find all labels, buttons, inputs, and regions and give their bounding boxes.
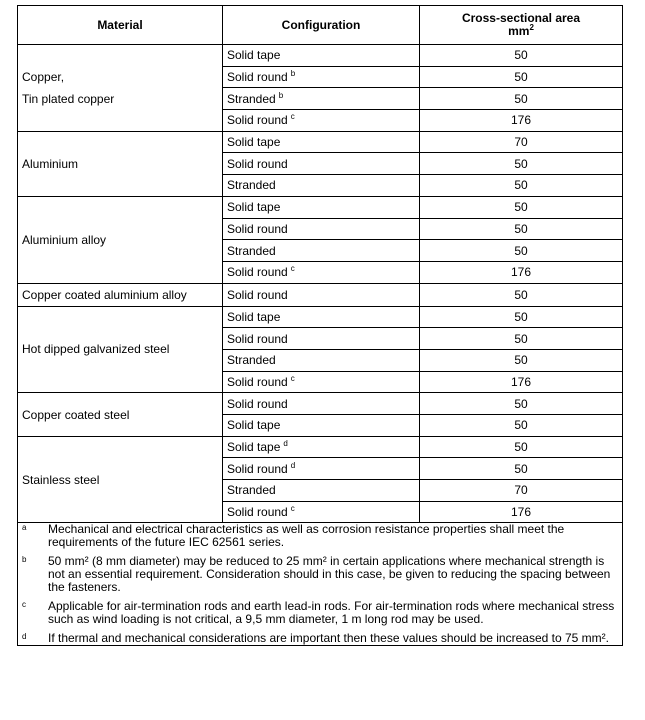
- footnote-ref: b: [278, 90, 284, 100]
- configuration-cell: [223, 501, 420, 523]
- configuration-cell: [223, 415, 420, 437]
- configuration-label: Stranded: [227, 91, 276, 106]
- area-value: 50: [420, 328, 623, 350]
- material-name: Aluminium: [22, 156, 79, 171]
- configuration-label: Solid tape: [227, 200, 281, 215]
- material-name: Aluminium alloy: [22, 232, 107, 247]
- configuration-label: Solid round: [227, 265, 288, 280]
- area-value: 50: [420, 240, 623, 262]
- configuration-label: Solid round: [227, 374, 288, 389]
- footnote-text: Mechanical and electrical characteristics as well as corrosion resistance properties shall meet the requirements of the future IEC 62561 series.: [48, 522, 565, 550]
- area-value: 176: [420, 110, 623, 132]
- table-row: [18, 393, 623, 415]
- configuration-cell: [223, 283, 420, 306]
- configuration-label: Solid round: [227, 113, 288, 128]
- area-value: 50: [420, 153, 623, 175]
- configuration-label: Stranded: [227, 243, 276, 258]
- material-name: Copper coated steel: [22, 407, 130, 422]
- configuration-cell: [223, 196, 420, 218]
- configuration-label: Stranded: [227, 483, 276, 498]
- configuration-cell: [223, 328, 420, 350]
- configuration-cell: [223, 88, 420, 110]
- configuration-cell: [223, 306, 420, 328]
- configuration-cell: [223, 66, 420, 88]
- table-row: [18, 436, 623, 458]
- area-value: 70: [420, 480, 623, 502]
- footnote: [22, 555, 618, 594]
- configuration-label: Solid round: [227, 396, 288, 411]
- footnote-ref: c: [290, 112, 295, 122]
- material-cell: [18, 436, 223, 523]
- footnote-ref: d: [283, 439, 288, 449]
- configuration-label: Solid tape: [227, 48, 281, 63]
- configuration-label: Solid round: [227, 461, 288, 476]
- footnotes-cell: [18, 523, 623, 646]
- area-value: 50: [420, 306, 623, 328]
- footnote-ref: d: [290, 460, 296, 470]
- configuration-cell: [223, 45, 420, 67]
- footnote: [22, 632, 618, 645]
- configuration-label: Solid round: [227, 505, 288, 520]
- material-cell: [18, 283, 223, 306]
- configuration-label: Solid round: [227, 221, 288, 236]
- footnote-letter: c: [22, 600, 26, 610]
- area-value: 50: [420, 45, 623, 67]
- material-cell: [18, 196, 223, 283]
- configuration-label: Solid round: [227, 331, 288, 346]
- table-row: [18, 306, 623, 328]
- material-name: Copper coated aluminium alloy: [22, 287, 187, 302]
- footnote-text: 50 mm² (8 mm diameter) may be reduced to 25 mm² in certain applications where mechanical strength is not an essential requirement. Consideration should in this case, be given to reducing the spacing between the fasteners.: [48, 554, 611, 595]
- material-cell: [18, 45, 223, 132]
- area-value: 50: [420, 88, 623, 110]
- footnote: [22, 523, 618, 549]
- configuration-label: Solid tape: [227, 135, 281, 150]
- configuration-label: Solid round: [227, 156, 288, 171]
- area-value: 50: [420, 349, 623, 371]
- conductor-materials-table: [17, 5, 623, 646]
- configuration-cell: [223, 371, 420, 393]
- area-value: 50: [420, 415, 623, 437]
- configuration-cell: [223, 458, 420, 480]
- footnote-letter: a: [22, 523, 27, 533]
- table-body: [18, 45, 623, 646]
- area-value: 176: [420, 261, 623, 283]
- area-value: 50: [420, 283, 623, 306]
- area-value: 50: [420, 196, 623, 218]
- configuration-label: Solid tape: [227, 309, 281, 324]
- table-row: [18, 283, 623, 306]
- header-area-unit: [424, 25, 618, 38]
- material-cell: [18, 131, 223, 196]
- configuration-cell: [223, 261, 420, 283]
- configuration-label: Solid round: [227, 287, 288, 302]
- table-row: [18, 131, 623, 153]
- area-value: 50: [420, 393, 623, 415]
- material-name: Copper,: [22, 69, 65, 84]
- table-row: [18, 196, 623, 218]
- configuration-cell: [223, 131, 420, 153]
- footnote-letter: b: [22, 555, 27, 565]
- footnote-text: If thermal and mechanical considerations are important then these values should be increased to 75 mm².: [48, 631, 609, 646]
- configuration-label: Solid round: [227, 70, 288, 85]
- configuration-cell: [223, 240, 420, 262]
- material-cell: [18, 393, 223, 436]
- configuration-cell: [223, 436, 420, 458]
- configuration-cell: [223, 393, 420, 415]
- footnotes-row: [18, 523, 623, 646]
- configuration-cell: [223, 218, 420, 240]
- area-value: 50: [420, 66, 623, 88]
- footnote-ref: c: [290, 373, 295, 383]
- footnote-letter: d: [22, 632, 27, 642]
- configuration-cell: [223, 175, 420, 197]
- material-name: Hot dipped galvanized steel: [22, 342, 170, 357]
- area-value: 50: [420, 218, 623, 240]
- configuration-label: Stranded: [227, 353, 276, 368]
- header-area: [420, 6, 623, 45]
- configuration-cell: [223, 349, 420, 371]
- area-value: 50: [420, 436, 623, 458]
- material-cell: [18, 306, 223, 393]
- area-unit: mm: [508, 24, 530, 38]
- area-value: 176: [420, 371, 623, 393]
- configuration-label: Solid tape: [227, 440, 281, 455]
- configuration-cell: [223, 153, 420, 175]
- header-configuration: Configuration: [223, 6, 420, 45]
- material-name: Tin plated copper: [22, 91, 115, 106]
- header-row: [18, 6, 623, 45]
- footnote-ref: c: [290, 264, 295, 274]
- footnote-ref: c: [290, 504, 295, 514]
- area-value: 50: [420, 458, 623, 480]
- configuration-cell: [223, 110, 420, 132]
- table-row: [18, 45, 623, 67]
- footnote-ref: b: [290, 69, 296, 79]
- material-name: Stainless steel: [22, 472, 100, 487]
- area-unit-exponent: 2: [529, 23, 534, 32]
- header-material: Material: [18, 6, 223, 45]
- header-area-label: Cross-sectional area: [461, 11, 581, 25]
- area-value: 50: [420, 175, 623, 197]
- configuration-cell: [223, 480, 420, 502]
- footnote-text: Applicable for air-termination rods and earth lead-in rods. For air-termination rods where mechanical stress such as wind loading is not critical, a 9,5 mm diameter, 1 m long rod may be used.: [48, 599, 615, 627]
- configuration-label: Stranded: [227, 178, 276, 193]
- area-value: 176: [420, 501, 623, 523]
- footnote: [22, 600, 618, 626]
- configuration-label: Solid tape: [227, 418, 281, 433]
- area-value: 70: [420, 131, 623, 153]
